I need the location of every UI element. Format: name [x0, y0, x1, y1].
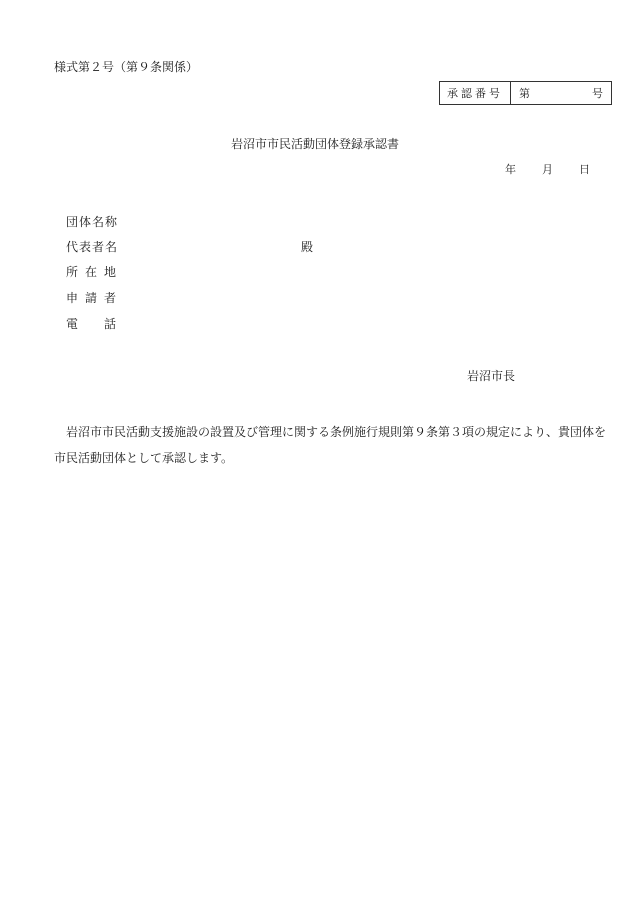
document-title: 岩沼市市民活動団体登録承認書 [230, 137, 399, 151]
issuer-mayor: 岩沼市長 [467, 369, 516, 383]
approval-number-label: 承認番号 [440, 82, 511, 104]
approval-number-suffix: 号 [592, 87, 603, 100]
approval-number-prefix: 第 [519, 87, 530, 100]
date-month: 月 [542, 163, 553, 176]
field-phone: 電話 [66, 317, 143, 331]
date-line [505, 164, 590, 175]
date-day: 日 [579, 163, 590, 176]
field-group-name: 団体名称 [66, 215, 119, 229]
approval-number-box [439, 81, 612, 105]
field-representative: 代表者名 [66, 240, 119, 254]
approval-number-value [511, 82, 611, 104]
form-number: 様式第２号（第９条関係） [54, 60, 199, 74]
date-year: 年 [505, 163, 516, 176]
field-applicant: 申請者 [66, 291, 124, 305]
honorific: 殿 [301, 240, 314, 254]
field-address: 所在地 [66, 265, 124, 279]
approval-body-text: 岩沼市市民活動支援施設の設置及び管理に関する条例施行規則第９条第３項の規定により、貴団体を市民活動団体として承認します。 [54, 425, 607, 465]
